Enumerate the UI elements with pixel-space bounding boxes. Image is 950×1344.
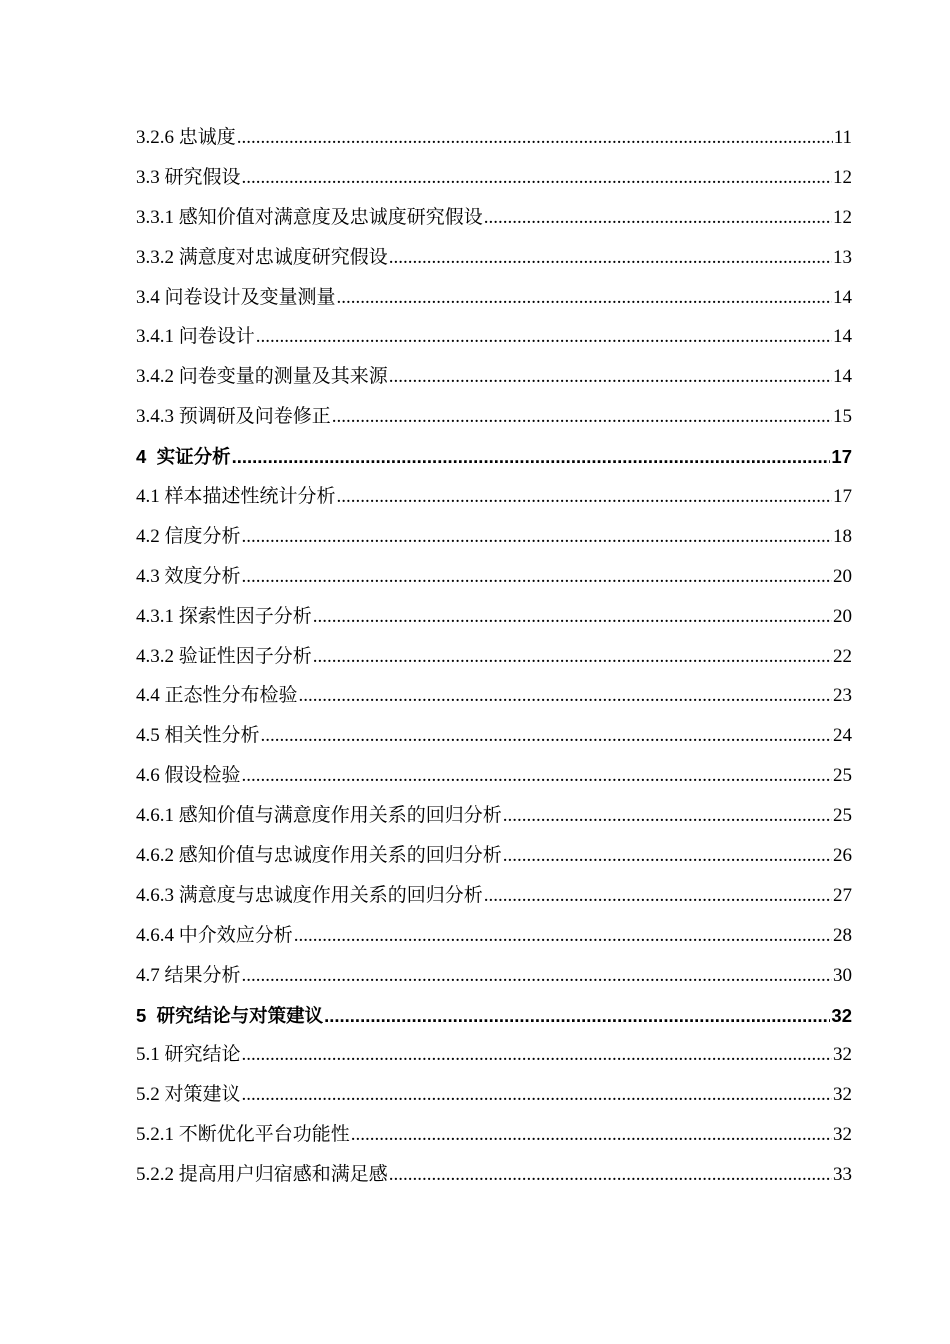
toc-entry[interactable] (136, 756, 852, 796)
section-number: 4.1 (136, 486, 160, 508)
dot-leader (389, 1155, 832, 1195)
section-title: 正态性分布检验 (164, 685, 298, 707)
toc-chapter-entry[interactable] (136, 996, 852, 1036)
chapter-title: 研究结论与对策建议 (156, 1004, 324, 1026)
toc-entry[interactable] (136, 198, 852, 238)
dot-leader (242, 517, 832, 557)
section-title: 感知价值与满意度作用关系的回归分析 (178, 805, 502, 827)
page-number: 26 (833, 845, 852, 867)
dot-leader (256, 317, 832, 357)
toc-entry[interactable] (136, 397, 852, 437)
section-number: 4.6.2 (136, 845, 174, 867)
toc-entry[interactable] (136, 836, 852, 876)
section-title: 忠诚度 (178, 127, 236, 148)
dot-leader (261, 716, 832, 756)
toc-entry[interactable] (136, 477, 852, 517)
dot-leader (324, 996, 830, 1036)
dot-leader (313, 597, 832, 637)
section-number: 4.3 (136, 565, 160, 587)
page-number: 32 (831, 1004, 852, 1026)
section-number: 4.5 (136, 725, 160, 747)
dot-leader (242, 557, 832, 597)
section-number: 4.3.2 (136, 645, 174, 667)
page-number: 13 (833, 246, 852, 268)
section-number: 4.6 (136, 765, 160, 787)
page-number: 23 (833, 685, 852, 707)
page-number: 32 (833, 1124, 852, 1146)
toc-entry[interactable] (136, 876, 852, 916)
page-number: 27 (833, 884, 852, 906)
toc-entry[interactable] (136, 118, 852, 158)
page-number: 28 (833, 924, 852, 946)
toc-entry[interactable] (136, 1155, 852, 1195)
chapter-number: 5 (136, 1004, 147, 1026)
section-number: 3.3 (136, 166, 160, 188)
dot-leader (337, 477, 832, 517)
section-title: 样本描述性统计分析 (164, 486, 336, 508)
page-number: 17 (831, 446, 852, 468)
dot-leader (389, 357, 832, 397)
dot-leader (503, 796, 832, 836)
dot-leader (242, 158, 832, 198)
toc-entry[interactable] (136, 357, 852, 397)
chapter-title: 实证分析 (156, 446, 231, 468)
section-number: 3.4.2 (136, 366, 174, 388)
section-number: 3.3.2 (136, 246, 174, 268)
toc-entry[interactable] (136, 317, 852, 357)
section-title: 满意度与忠诚度作用关系的回归分析 (178, 884, 483, 906)
section-number: 4.3.1 (136, 605, 174, 627)
section-title: 研究结论 (164, 1044, 241, 1066)
chapter-number: 4 (136, 446, 147, 468)
page-number: 32 (833, 1084, 852, 1106)
dot-leader (242, 756, 832, 796)
section-title: 问卷设计及变量测量 (164, 286, 336, 308)
section-title: 满意度对忠诚度研究假设 (178, 246, 388, 268)
page-number: 25 (833, 805, 852, 827)
section-title: 信度分析 (164, 525, 241, 547)
section-title: 结果分析 (164, 964, 241, 986)
section-number: 3.3.1 (136, 206, 174, 228)
section-number: 5.1 (136, 1044, 160, 1066)
section-title: 探索性因子分析 (178, 605, 312, 627)
section-title: 研究假设 (164, 166, 241, 188)
section-title: 对策建议 (164, 1084, 241, 1106)
section-title: 问卷变量的测量及其来源 (178, 366, 388, 388)
dot-leader (237, 118, 833, 158)
section-number: 4.2 (136, 525, 160, 547)
section-title: 感知价值对满意度及忠诚度研究假设 (178, 206, 483, 228)
section-number: 5.2.2 (136, 1164, 174, 1186)
toc-entry[interactable] (136, 676, 852, 716)
toc-entry[interactable] (136, 1075, 852, 1115)
section-number: 5.2.1 (136, 1124, 174, 1146)
section-title: 假设检验 (164, 765, 241, 787)
dot-leader (299, 676, 832, 716)
toc-entry[interactable] (136, 517, 852, 557)
section-title: 验证性因子分析 (178, 645, 312, 667)
toc-entry[interactable] (136, 716, 852, 756)
section-number: 3.4.3 (136, 406, 174, 428)
section-number: 4.4 (136, 685, 160, 707)
toc-entry[interactable] (136, 956, 852, 996)
page-number: 17 (833, 486, 852, 508)
dot-leader (242, 1035, 832, 1075)
toc-entry[interactable] (136, 278, 852, 318)
section-title: 相关性分析 (164, 725, 260, 747)
section-title: 提高用户归宿感和满足感 (178, 1164, 388, 1186)
section-number: 3.2.6 (136, 127, 174, 148)
toc-entry[interactable] (136, 597, 852, 637)
toc-entry[interactable] (136, 637, 852, 677)
section-number: 4.7 (136, 964, 160, 986)
dot-leader (313, 637, 832, 677)
page-number: 24 (833, 725, 852, 747)
toc-entry[interactable] (136, 238, 852, 278)
section-title: 预调研及问卷修正 (178, 406, 331, 428)
page-number: 15 (833, 406, 852, 428)
page-number: 12 (833, 166, 852, 188)
toc-entry[interactable] (136, 158, 852, 198)
page-number: 18 (833, 525, 852, 547)
toc-entry[interactable] (136, 1035, 852, 1075)
page-number: 14 (833, 326, 852, 348)
section-number: 4.6.4 (136, 924, 174, 946)
section-number: 4.6.3 (136, 884, 174, 906)
dot-leader (484, 198, 832, 238)
section-number: 5.2 (136, 1084, 160, 1106)
page-number: 33 (833, 1164, 852, 1186)
dot-leader (337, 278, 832, 318)
page-number: 25 (833, 765, 852, 787)
page-number: 30 (833, 964, 852, 986)
page-number: 11 (833, 127, 852, 148)
section-number: 3.4.1 (136, 326, 174, 348)
table-of-contents (136, 118, 852, 1195)
page-number: 32 (833, 1044, 852, 1066)
dot-leader (242, 956, 832, 996)
dot-leader (389, 238, 832, 278)
toc-entry[interactable] (136, 916, 852, 956)
dot-leader (294, 916, 832, 956)
section-title: 中介效应分析 (178, 924, 293, 946)
section-title: 问卷设计 (178, 326, 255, 348)
section-title: 效度分析 (164, 565, 241, 587)
page-number: 14 (833, 286, 852, 308)
dot-leader (332, 397, 832, 437)
toc-chapter-entry[interactable] (136, 437, 852, 477)
dot-leader (503, 836, 832, 876)
page-number: 20 (833, 565, 852, 587)
toc-entry[interactable] (136, 1115, 852, 1155)
dot-leader (351, 1115, 832, 1155)
section-number: 4.6.1 (136, 805, 174, 827)
toc-entry[interactable] (136, 557, 852, 597)
section-title: 感知价值与忠诚度作用关系的回归分析 (178, 845, 502, 867)
dot-leader (242, 1075, 832, 1115)
section-number: 3.4 (136, 286, 160, 308)
page-number: 12 (833, 206, 852, 228)
page-number: 14 (833, 366, 852, 388)
section-title: 不断优化平台功能性 (178, 1124, 350, 1146)
page-number: 20 (833, 605, 852, 627)
dot-leader (232, 437, 831, 477)
dot-leader (484, 876, 832, 916)
page-number: 22 (833, 645, 852, 667)
toc-entry[interactable] (136, 796, 852, 836)
